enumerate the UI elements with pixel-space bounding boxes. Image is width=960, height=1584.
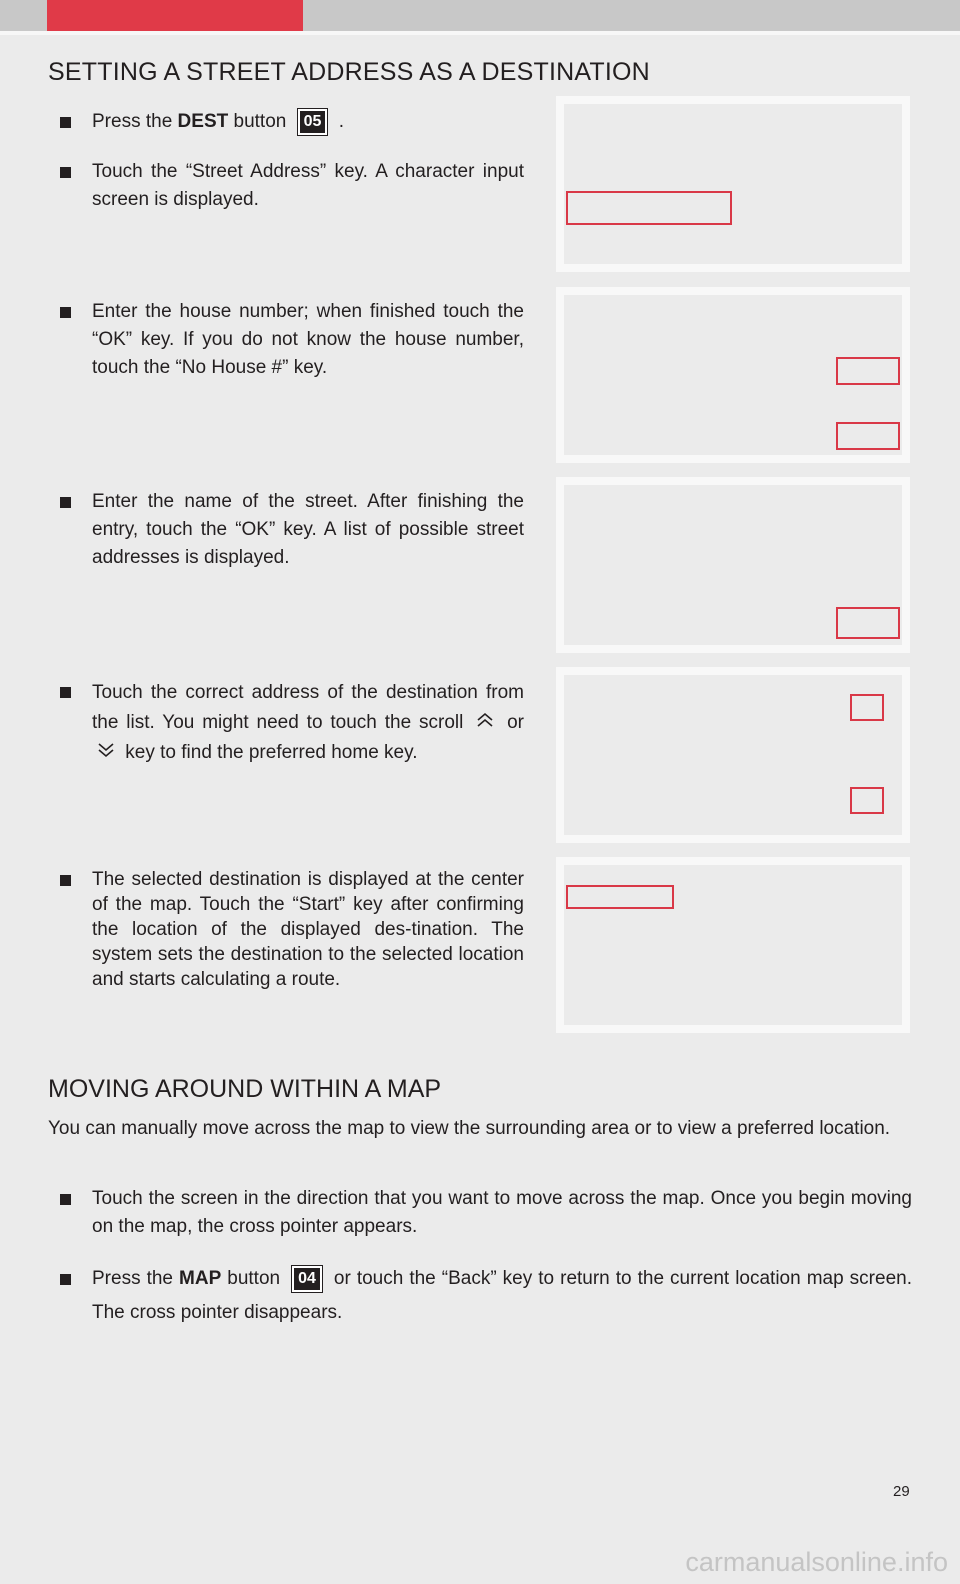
step-3 bbox=[60, 298, 524, 382]
step-text: button bbox=[228, 111, 292, 132]
header-accent bbox=[47, 0, 303, 31]
map-key-label: MAP bbox=[179, 1268, 222, 1289]
step-5 bbox=[60, 678, 524, 768]
scroll-up-highlight bbox=[850, 694, 884, 721]
bullet-icon bbox=[60, 497, 71, 508]
step-4 bbox=[60, 488, 524, 572]
step-text: Touch the “Street Address” key. A character input screen is displayed. bbox=[92, 161, 524, 210]
step-text: button bbox=[221, 1268, 287, 1289]
bullet-icon bbox=[60, 167, 71, 178]
step-text: Enter the name of the street. After finishing the entry, touch the “OK” key. A list of possible street addresses is displayed. bbox=[92, 491, 524, 568]
step-6 bbox=[60, 867, 524, 992]
section-heading: SETTING A STREET ADDRESS AS A DESTINATION bbox=[48, 58, 650, 86]
step-text: The selected destination is displayed at the center of the map. Touch the “Start” key after confirming the location of the displayed des-tination. The system sets the destination to the selected location and starts calculating a route. bbox=[92, 869, 524, 990]
scroll-up-icon bbox=[475, 711, 495, 729]
street-address-highlight bbox=[566, 191, 732, 225]
step-text: . bbox=[333, 111, 344, 132]
step-text: Press the bbox=[92, 1268, 180, 1289]
step-text: key to find the preferred home key. bbox=[125, 742, 418, 763]
ok-key-highlight bbox=[836, 357, 900, 385]
screenshot-address-list bbox=[556, 667, 910, 843]
page-number: 29 bbox=[893, 1483, 910, 1500]
intro-paragraph: You can manually move across the map to view the surrounding area or to view a preferred location. bbox=[48, 1118, 891, 1139]
step-1 bbox=[60, 108, 524, 136]
screenshot-house-number bbox=[556, 287, 910, 463]
screenshot-street-address bbox=[556, 96, 910, 272]
step-text: or bbox=[507, 712, 525, 733]
watermark: carmanualsonline.info bbox=[685, 1547, 948, 1577]
bullet-icon bbox=[60, 117, 71, 128]
step-text: or touch the “Back” key to return to the current location map screen. The cross pointer disappears. bbox=[92, 1268, 912, 1323]
bullet-icon bbox=[60, 1194, 71, 1205]
step-2 bbox=[60, 158, 524, 214]
screen-area bbox=[564, 104, 902, 264]
button-badge-05: 05 bbox=[298, 109, 328, 135]
map-step-1 bbox=[60, 1185, 912, 1241]
section-heading: MOVING AROUND WITHIN A MAP bbox=[48, 1075, 442, 1103]
step-text: Touch the correct address of the destination from the list. You might need to touch the scroll bbox=[92, 682, 524, 733]
ok-key-highlight bbox=[836, 607, 900, 639]
scroll-down-highlight bbox=[850, 787, 884, 814]
start-key-highlight bbox=[566, 885, 674, 909]
no-house-key-highlight bbox=[836, 422, 900, 450]
header-bar bbox=[0, 0, 960, 31]
screenshot-street-name bbox=[556, 477, 910, 653]
header-divider bbox=[0, 31, 960, 35]
step-text: Enter the house number; when finished touch the “OK” key. If you do not know the house number, touch the “No House #” key. bbox=[92, 301, 524, 378]
scroll-down-icon bbox=[96, 741, 116, 759]
bullet-icon bbox=[60, 687, 71, 698]
dest-key-label: DEST bbox=[177, 111, 229, 132]
bullet-icon bbox=[60, 307, 71, 318]
screenshot-destination-map bbox=[556, 857, 910, 1033]
button-badge-04: 04 bbox=[292, 1266, 322, 1292]
map-step-2 bbox=[60, 1262, 912, 1330]
bullet-icon bbox=[60, 875, 71, 886]
step-text: Press the bbox=[92, 111, 178, 132]
bullet-icon bbox=[60, 1274, 71, 1285]
step-text: Touch the screen in the direction that you want to move across the map. Once you begin moving on the map, the cross pointer appears. bbox=[92, 1188, 912, 1237]
